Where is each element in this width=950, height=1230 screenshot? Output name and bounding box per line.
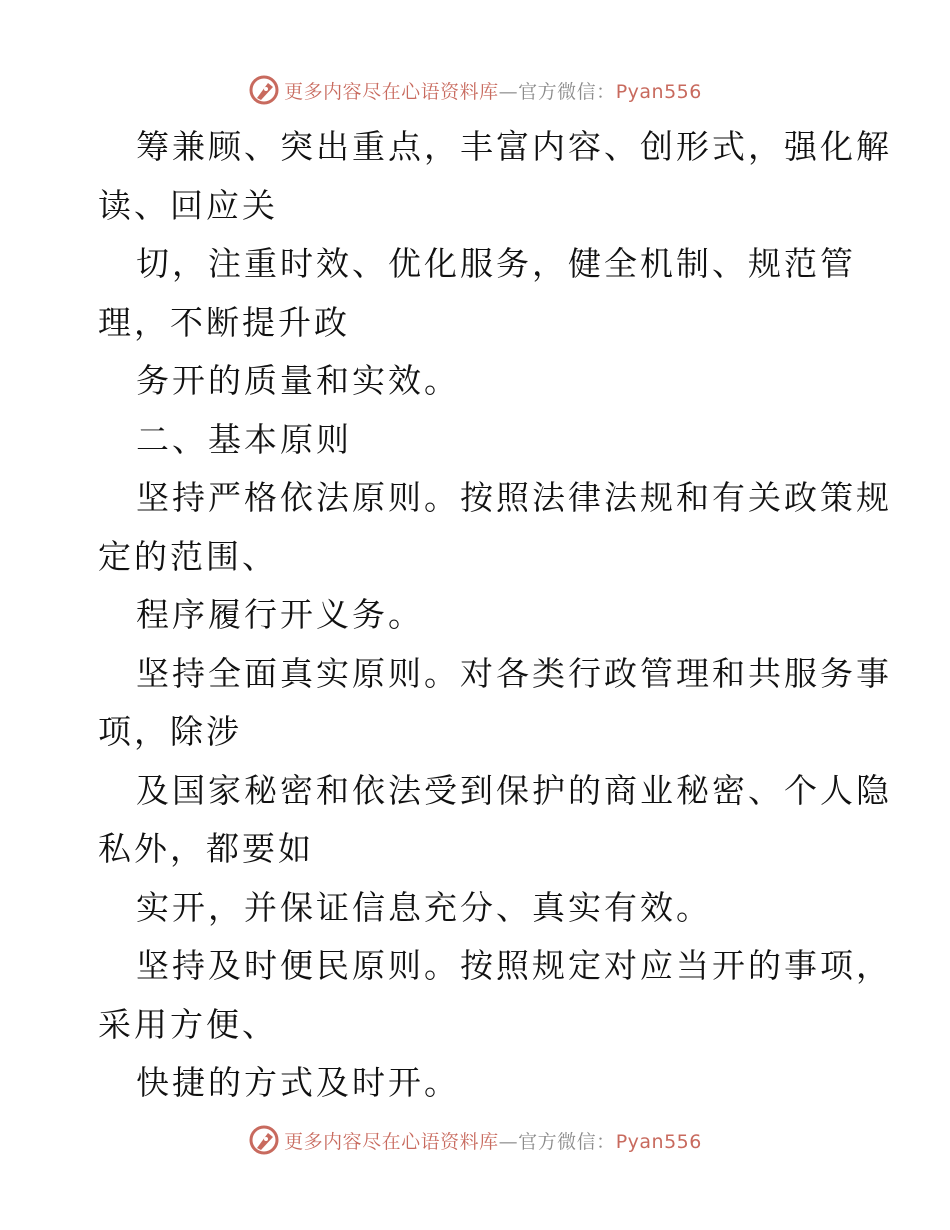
text-line: 快捷的方式及时开。	[136, 1063, 460, 1102]
banner-separator: —	[498, 80, 519, 103]
text-line: 实开，并保证信息充分、真实有效。	[136, 887, 712, 927]
banner-wechat-label: 官方微信：	[518, 1130, 616, 1153]
text-line: 定的范围、	[98, 536, 278, 576]
text-line: 坚持全面真实原则。对各类行政管理和共服务事	[136, 653, 892, 693]
text-line: 项，除涉	[98, 712, 242, 751]
document-body	[98, 118, 892, 1113]
text-line: 采用方便、	[98, 1004, 278, 1044]
text-line: 理，不断提升政	[98, 302, 350, 342]
banner-wechat-id: Pyan556	[615, 1130, 702, 1153]
text-line: 及国家秘密和依法受到保护的商业秘密、个人隐	[136, 770, 892, 810]
banner-wechat-id: Pyan556	[615, 80, 702, 103]
text-line: 坚持严格依法原则。按照法律法规和有关政策规	[136, 478, 892, 517]
pen-nib-logo-icon	[248, 1124, 280, 1156]
text-line: 读、回应关	[98, 185, 278, 225]
text-line: 筹兼顾、突出重点，丰富内容、创形式，强化解	[136, 127, 892, 166]
header-watermark-banner	[0, 70, 950, 110]
text-line: 务开的质量和实效。	[136, 361, 460, 400]
footer-watermark-banner	[0, 1120, 950, 1160]
banner-brand-text: 更多内容尽在心语资料库	[284, 1130, 499, 1153]
text-line: 程序履行开义务。	[136, 595, 424, 634]
section-heading: 二、基本原则	[136, 419, 352, 459]
text-line: 私外，都要如	[98, 829, 314, 868]
banner-wechat-label: 官方微信：	[518, 80, 616, 103]
pen-nib-logo-icon	[248, 74, 280, 106]
banner-brand-text: 更多内容尽在心语资料库	[284, 80, 499, 103]
text-line: 坚持及时便民原则。按照规定对应当开的事项，	[136, 946, 892, 985]
text-line: 切，注重时效、优化服务，健全机制、规范管	[136, 244, 856, 283]
banner-separator: —	[498, 1130, 519, 1153]
